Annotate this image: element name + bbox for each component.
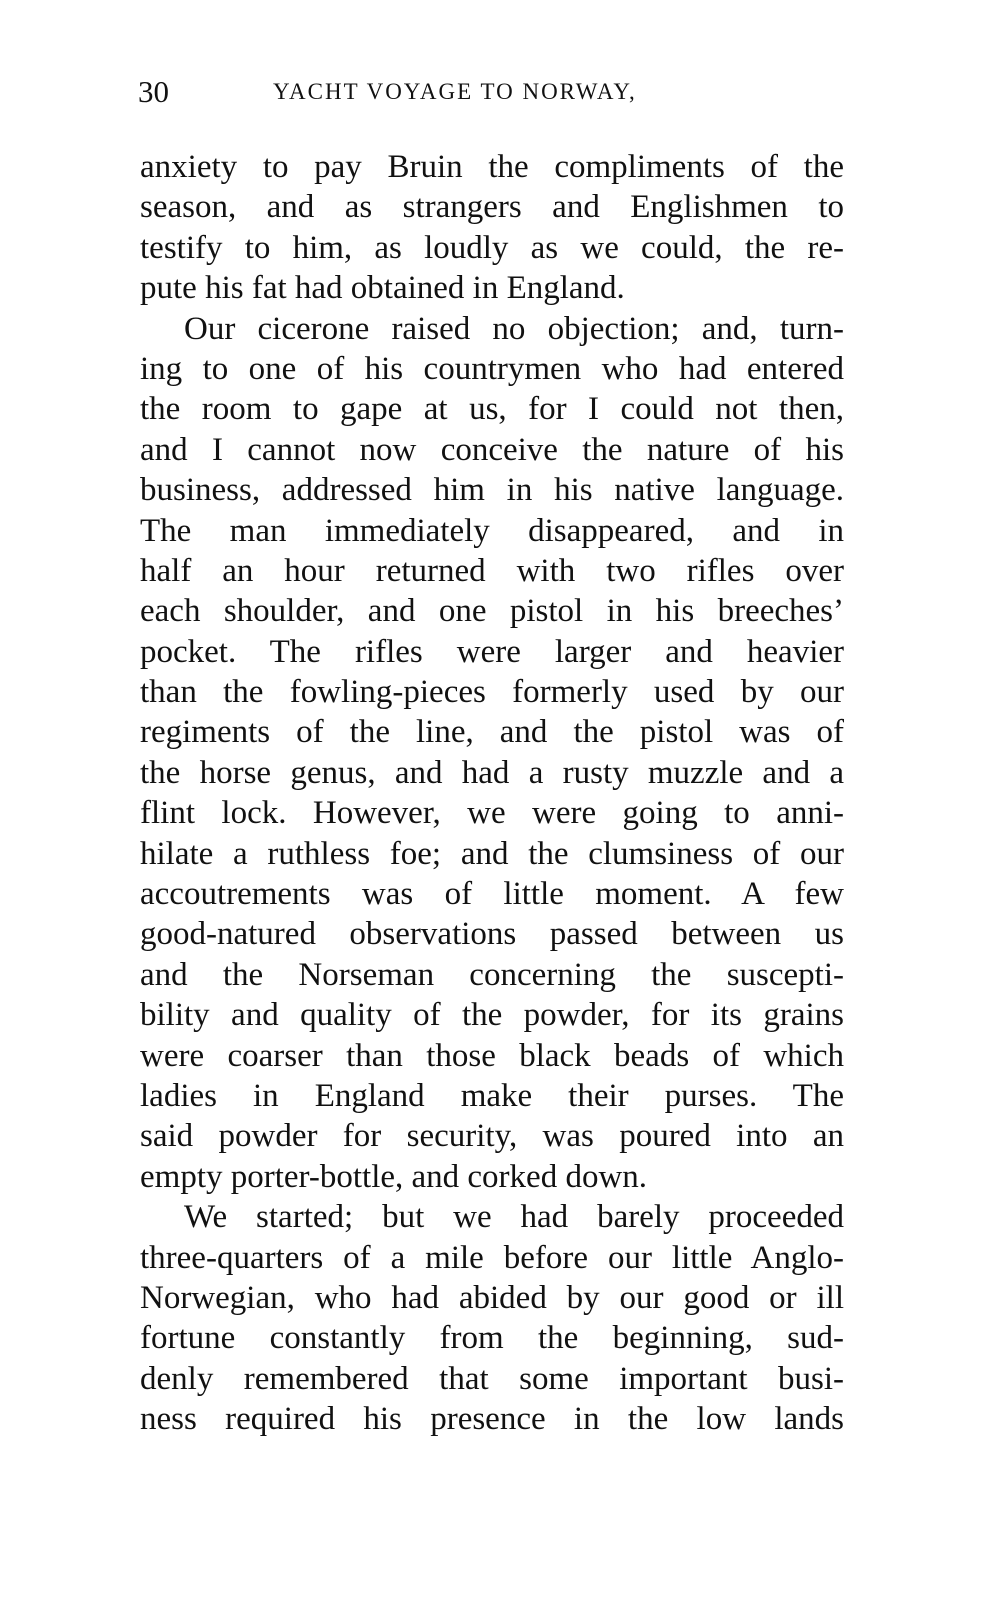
text-line: ness required his presence in the low lands <box>140 1401 844 1438</box>
text-line: bility and quality of the powder, for its grains <box>140 997 844 1034</box>
text-line: were coarser than those black beads of which <box>140 1037 844 1074</box>
text-line: three-quarters of a mile before our little Anglo- <box>140 1239 844 1276</box>
text-line: We started; but we had barely proceeded <box>184 1199 844 1236</box>
text-line: denly remembered that some important busi- <box>140 1360 844 1397</box>
text-line: hilate a ruthless foe; and the clumsiness of our <box>140 835 844 872</box>
text-line: business, addressed him in his native language. <box>140 472 844 509</box>
text-line: and the Norseman concerning the suscepti- <box>140 956 844 993</box>
text-line: good-natured observations passed between us <box>140 916 844 953</box>
text-line: ladies in England make their purses. The <box>140 1077 844 1114</box>
text-line: pocket. The rifles were larger and heavier <box>140 633 844 670</box>
text-line: the horse genus, and had a rusty muzzle and a <box>140 754 844 791</box>
text-line: and I cannot now conceive the nature of his <box>140 431 844 468</box>
running-head <box>138 72 848 112</box>
text-line: season, and as strangers and Englishmen to <box>140 189 844 226</box>
text-line: ing to one of his countrymen who had entered <box>140 350 844 387</box>
text-line: testify to him, as loudly as we could, the re- <box>140 229 844 266</box>
text-line: anxiety to pay Bruin the compliments of the <box>140 149 844 185</box>
text-line: accoutrements was of little moment. A few <box>140 876 844 913</box>
text-line: pute his fat had obtained in England. <box>140 270 625 307</box>
text-line: empty porter-bottle, and corked down. <box>140 1158 648 1195</box>
text-line: The man immediately disappeared, and in <box>140 512 844 549</box>
text-line: said powder for security, was poured into an <box>140 1118 844 1155</box>
text-line: Our cicerone raised no objection; and, turn- <box>184 310 844 347</box>
body-text <box>140 147 844 1440</box>
text-line: flint lock. However, we were going to anni- <box>140 795 844 832</box>
page-number: 30 <box>138 74 169 109</box>
text-line: each shoulder, and one pistol in his breeches’ <box>140 593 844 630</box>
text-line: half an hour returned with two rifles over <box>140 552 844 589</box>
running-title: YACHT VOYAGE TO NORWAY, <box>273 79 637 104</box>
text-line: the room to gape at us, for I could not then, <box>140 391 844 428</box>
text-line: Norwegian, who had abided by our good or ill <box>140 1279 844 1316</box>
text-line: fortune constantly from the beginning, sud- <box>140 1320 844 1357</box>
text-line: regiments of the line, and the pistol was of <box>140 714 844 751</box>
text-line: than the fowling-pieces formerly used by our <box>140 674 844 711</box>
